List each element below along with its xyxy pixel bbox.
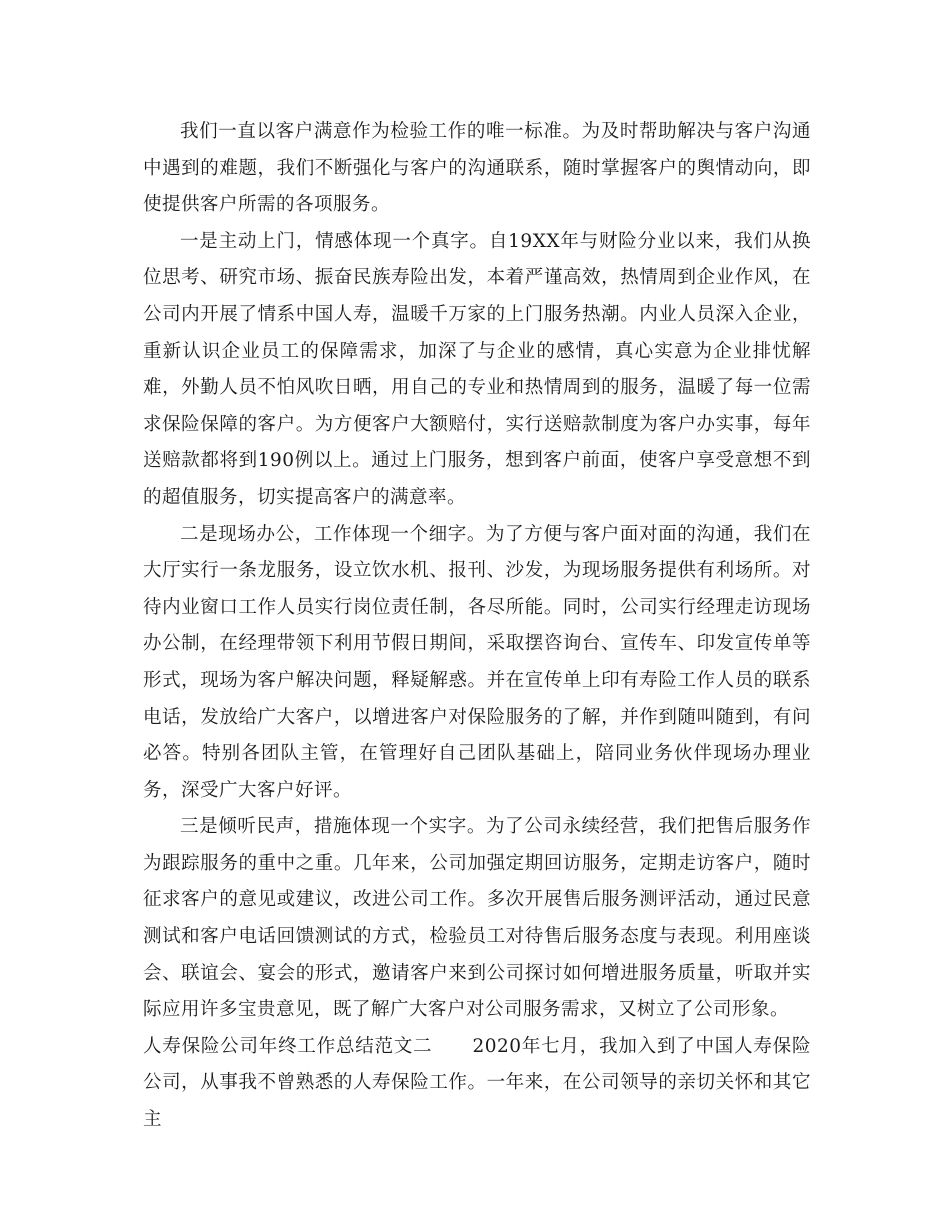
paragraph-listen-to-customers: 三是倾听民声，措施体现一个实字。为了公司永续经营，我们把售后服务作为跟踪服务的重中之重。几年来，公司加强定期回访服务，定期走访客户，随时征求客户的意见或建议，改进公司工作。多次开展售后服务测评活动，通过民意测试和客户电话回馈测试的方式，检验员工对待售后服务态度与表现。利用座谈会、联谊会、宴会的形式，邀请客户来到公司探讨如何增进服务质量，听取并实际应用许多宝贵意见，既了解广大客户对公司服务需求，又树立了公司形象。	[143, 816, 811, 1021]
document-body	[143, 114, 811, 1139]
section-two-start	[143, 1029, 811, 1139]
section-text: 2020年七月，我加入到了中国人寿保险公司，从事我不曾熟悉的人寿保险工作。一年来，在公司领导的亲切关怀和其它主	[143, 1035, 811, 1131]
section-heading: 人寿保险公司年终工作总结范文二	[143, 1035, 433, 1057]
paragraph-customer-satisfaction: 我们一直以客户满意作为检验工作的唯一标准。为及时帮助解决与客户沟通中遇到的难题，我们不断强化与客户的沟通联系，随时掌握客户的舆情动向，即使提供客户所需的各项服务。	[143, 121, 811, 216]
paragraph-door-to-door-service: 一是主动上门，情感体现一个真字。自19XX年与财险分业以来，我们从换位思考、研究市场、振奋民族寿险出发，本着严谨高效，热情周到企业作风，在公司内开展了情系中国人寿，温暖千万家的上门服务热潮。内业人员深入企业，重新认识企业员工的保障需求，加深了与企业的感情，真心实意为企业排忧解难，外勤人员不怕风吹日晒，用自己的专业和热情周到的服务，温暖了每一位需求保险保障的客户。为方便客户大额赔付，实行送赔款制度为客户办实事，每年送赔款都将到190例以上。通过上门服务，想到客户前面，使客户享受意想不到的超值服务，切实提高客户的满意率。	[143, 230, 811, 508]
paragraph-on-site-office: 二是现场办公，工作体现一个细字。为了方便与客户面对面的沟通，我们在大厅实行一条龙服务，设立饮水机、报刊、沙发，为现场服务提供有利场所。对待内业窗口工作人员实行岗位责任制，各尽所能。同时，公司实行经理走访现场办公制，在经理带领下利用节假日期间，采取摆咨询台、宣传车、印发宣传单等形式，现场为客户解决问题，释疑解惑。并在宣传单上印有寿险工作人员的联系电话，发放给广大客户，以增进客户对保险服务的了解，并作到随叫随到，有问必答。特别各团队主管，在管理好自己团队基础上，陪同业务伙伴现场办理业务，深受广大客户好评。	[143, 523, 811, 801]
